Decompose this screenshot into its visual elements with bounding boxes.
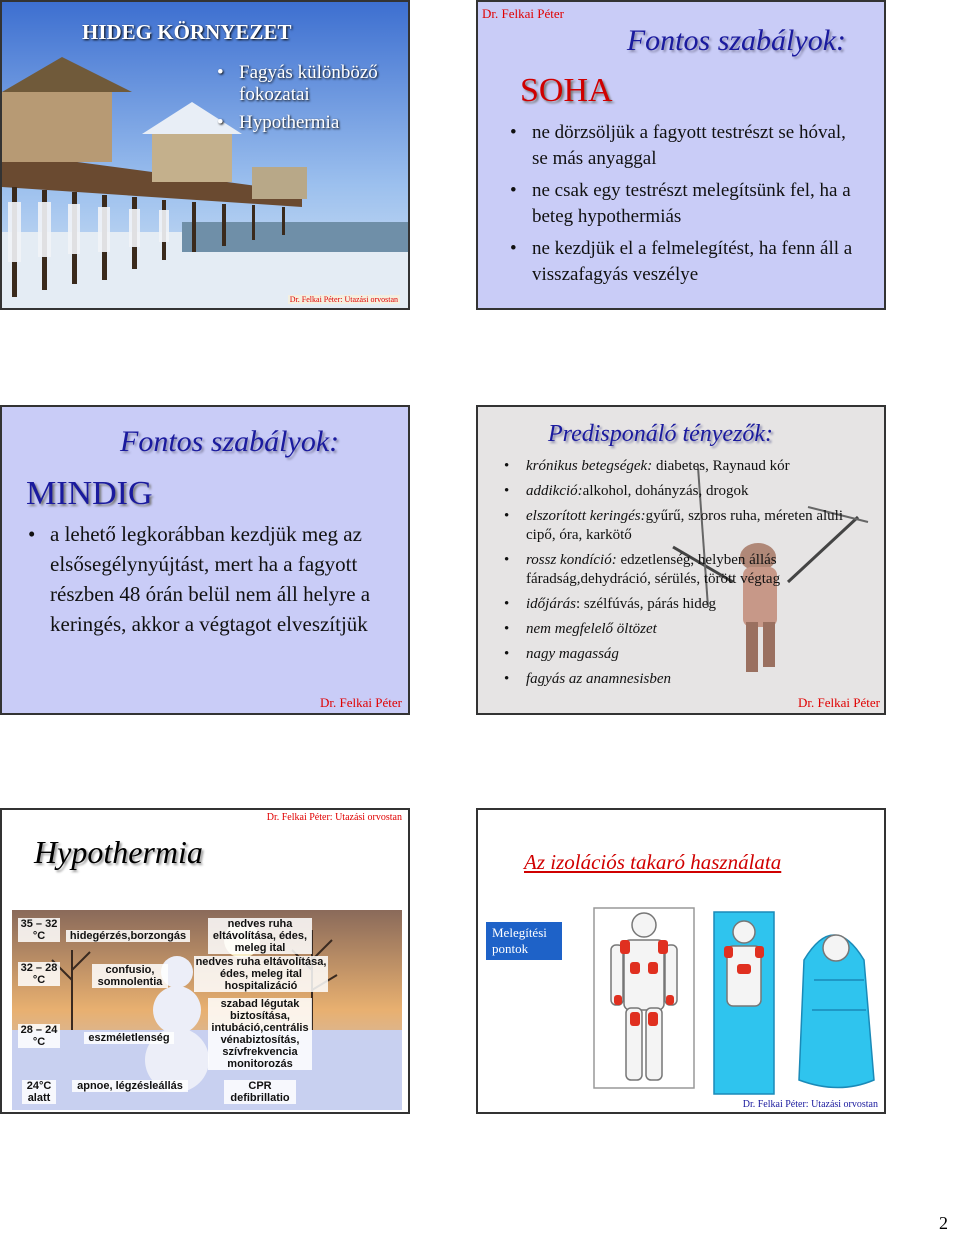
symptom-cell: eszméletlenség [84,1032,174,1044]
slide1-credit: Dr. Felkai Péter: Utazási orvostan [289,295,398,304]
slide1-title: HIDEG KÖRNYEZET [82,20,292,44]
slide5-title: Hypothermia [34,834,203,870]
factor-label: időjárás [526,596,577,612]
soha-heading: SOHA [520,72,613,109]
factor-label: addikció: [526,483,583,499]
slide-hypothermia [0,808,410,1114]
factor-text: : szélfúvás, párás hideg [576,596,716,612]
factor-text: alkohol, dohányzás, drogok [582,483,749,499]
mindig-heading: MINDIG [26,475,153,512]
treatment-cell: CPR defibrillatio [224,1080,296,1104]
factor-altitude [504,645,849,664]
slide-hideg-kornyezet [0,0,410,310]
mindig-bullet: • a lehető legkorábban kezdjük meg az elsősegélynyújtást, mert ha a fagyott részben 48 órán belül nem áll helyre a keringés, akkor a végtagot elveszítjük [28,519,373,639]
slide2-title: Fontos szabályok: [626,24,846,57]
temp-cell: 32 – 28 °C [18,962,60,986]
factor-label: fagyás az anamnesisben [526,671,671,687]
temp-cell: 24°C alatt [22,1080,56,1104]
factor-text: gyűrű, szoros ruha, méreten aluli cipő, óra, karkötő [526,508,844,543]
treatment-cell: szabad légutak biztosítása, intubáció,centrális vénabiztosítás, szívfrekvencia monitorozás [208,998,312,1070]
factor-label: rossz kondíció: [526,552,617,568]
factor-label: nem megfelelő öltözet [526,621,657,637]
slide6-credit: Dr. Felkai Péter: Utazási orvostan [742,1099,878,1110]
slide1-bullets [217,62,392,134]
symptom-cell: confusio, somnolentia [92,964,168,988]
factor-history [504,670,849,689]
temp-cell: 28 – 24 °C [18,1024,60,1048]
slide6-title: Az izolációs takaró használata [524,850,782,874]
slide-predisponalo [476,405,886,715]
pier-photo [2,2,408,308]
factor-label: nagy magasság [526,646,619,662]
soha-bullet-2: • ne csak egy testrészt melegítsünk fel, ha a beteg hypothermiás [510,178,865,230]
slide-izolacios-takaro [476,808,886,1114]
slide-fontos-mindig [0,405,410,715]
factor-addiction [504,482,849,501]
slide2-credit: Dr. Felkai Péter [482,6,564,21]
blanket-diagram [574,900,884,1100]
treatment-cell: nedves ruha eltávolítása, édes, meleg ital [208,918,312,954]
slide4-title: Predisponáló tényezők: [548,421,774,447]
symptom-cell: apnoe, légzésleállás [72,1080,188,1092]
slide3-title: Fontos szabályok: [120,425,340,458]
slide2-bullets [510,120,865,288]
factor-weather [504,595,849,614]
soha-bullet-3: • ne kezdjük el a felmelegítést, ha fenn áll a visszafagyás veszélye [510,236,865,288]
factor-circulation [504,507,849,545]
slide3-credit: Dr. Felkai Péter [320,695,402,710]
factor-label: elszorított keringés: [526,508,646,524]
treatment-cell: nedves ruha eltávolítása, édes, meleg ital hospitalizáció [195,956,327,992]
slide4-list [504,457,849,689]
page-number: 2 [939,1213,948,1233]
symptom-cell: hidegérzés,borzongás [66,930,190,942]
factor-text: diabetes, Raynaud kór [652,458,790,474]
temp-cell: 35 – 32 °C [18,918,60,942]
factor-text: edzetlenség, helyben állás fáradság,dehydráció, sérülés, törött végtag [526,552,781,587]
slide3-bullets [28,519,373,639]
factor-condition [504,551,849,589]
bullet-fagyas: • Fagyás különböző fokozatai [217,62,392,106]
factor-label: krónikus betegségek: [526,458,653,474]
soha-bullet-1: • ne dörzsöljük a fagyott testrészt se hóval, se más anyaggal [510,120,865,172]
warming-points-label: Melegítési pontok [486,922,562,960]
factor-chronic [504,457,849,476]
slide-fontos-soha [476,0,886,310]
slide5-credit: Dr. Felkai Péter: Utazási orvostan [266,812,402,823]
slide4-credit: Dr. Felkai Péter [798,695,880,710]
factor-clothing [504,620,849,639]
bullet-hypothermia: • Hypothermia [217,112,392,134]
